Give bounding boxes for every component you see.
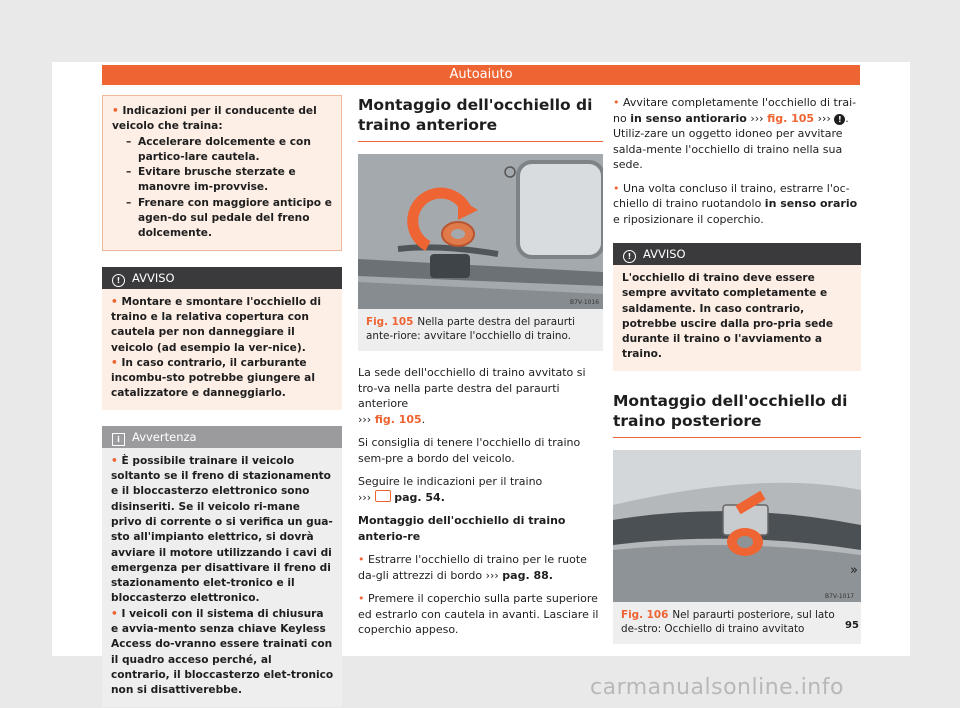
step-text: e riposizionare il coperchio. [613,212,764,226]
fig-105-link[interactable]: fig. 105 [767,111,815,125]
note-text: È possibile trainare il veicolo soltanto se il freno di stazionamento e il bloccasterzo elettronico sono disinseriti. Se il veicolo ri-mane privo di corrente o si verifica un gua-sto all'impianto elettrico, si dovrà avviare il motore utilizzando i cavi di emergenza per disattivare il freno di stazionamento elet-tronico e il bloccasterzo elettronico. [111,454,333,605]
bullet-icon: • [111,454,122,467]
ref-arrows: ››› [358,412,372,426]
paragraph-text: La sede dell'occhiello di traino avvitato si tro-va nella parte destra del paraurti anteriore [358,366,586,410]
column-right [613,95,861,644]
ref-arrows: ››› [817,111,831,125]
book-icon [375,490,391,502]
caption-text: Nella parte destra del paraurti ante-riore: avvitare l'occhiello di traino. [366,316,575,342]
step-text: Avvitare completamente l'occhiello di trai-no [613,96,857,125]
list-item: – Frenare con maggiore anticipo e agen-do sul pedale del freno dolcemente. [126,196,333,242]
bullet-icon: • [358,553,368,566]
info-icon: i [112,433,125,446]
watermark: carmanualsonline.info [590,675,844,700]
instructions-list [112,135,333,242]
section-heading: Montaggio dell'occhiello di traino anteriore [358,95,603,142]
figure-code: B7V-1017 [825,592,855,600]
figure-label: Fig. 106 [621,608,669,621]
warning-title: AVVISO [132,270,175,285]
section-header: Autoaiuto [102,65,860,85]
bullet-icon: • [613,96,623,109]
note-title: Avvertenza [132,429,197,444]
section-heading: Montaggio dell'occhiello di traino posteriore [613,391,861,438]
note-text: I veicoli con il sistema di chiusura e avvia-mento senza chiave Keyless Access do-vranno essere trainati con il quadro acceso perché, al contrario, il bloccasterzo elet-tronico non si disattiverebbe. [111,607,334,697]
fig-105-link[interactable]: fig. 105 [374,412,422,426]
paragraph-text: Si consiglia di tenere l'occhiello di traino sem-pre a bordo del veicolo. [358,436,581,465]
bullet-icon: • [358,592,368,605]
front-tow-eye-illustration [358,154,603,309]
step-text: . Utiliz-zare un oggetto idoneo per avvitare salda-mente l'occhiello di traino nella sua sede. [613,111,849,171]
figure-image [613,450,861,602]
continue-marker: » [850,563,858,578]
bullet-icon: • [111,607,122,620]
warning-text: Montare e smontare l'occhiello di traino e la relativa copertura con cautela per non danneggiare il veicolo (ad esempio la ver-nice). [111,295,322,354]
driver-instructions-box [102,95,342,251]
figure-105 [358,154,603,351]
step-text: Premere il coperchio sulla parte superiore ed estrarlo con cautela in avanti. Lasciare il coperchio appeso. [358,592,599,636]
instructions-intro: Indicazioni per il conducente del veicolo che traina: [112,105,317,133]
warning-text: L'occhiello di traino deve essere sempre avvitato completamente e saldamente. In caso contrario, potrebbe uscire dalla pro-pria sede durante il traino o l'avviamento a traino. [613,265,861,371]
note-box [102,426,342,707]
column-middle: Montaggio dell'occhiello di traino anteriore B7V-1016 Fig. 105 Nella parte destra del paraurti ante-riore: avvitare l'occhiello di traino. La sede dell'occhiello di traino avvitato si tro-va nella parte destra del paraurti anteriore ››› fig. 105. Si consiglia di tenere l'occhiello di traino sem-pre a bordo del veicolo. Seguire le indicazioni per il traino ››› pag. 54. Montaggio dell'occhiello di traino anterio-re • Estrarre l'occhiello di traino per le ruote da-gli attrezzi di bordo ››› pag. 88. • Premere il coperchio sulla parte superiore ed estrarlo con cautela in avanti. Lasciare il coperchio appeso. [358,95,603,646]
emphasis-text: in senso orario [764,197,858,210]
step-text: Una volta concluso il traino, estrarre l'oc-chiello di traino ruotandolo [613,181,850,210]
emphasis-text: in senso antiorario [630,111,747,125]
warning-box [613,243,861,371]
list-item: – Evitare brusche sterzate e manovre im-provvise. [126,165,333,196]
figure-caption [358,309,603,351]
figure-code: B7V-1016 [570,299,600,306]
warning-marker-icon: ! [834,114,845,125]
rear-tow-eye-illustration [613,450,861,602]
bullet-icon: • [613,181,623,195]
list-item: – Accelerare dolcemente e con partico-lare cautela. [126,135,333,166]
page-number: 95 [845,620,859,631]
warning-text: In caso contrario, il carburante incombu-sto potrebbe giungere al catalizzatore e danneggiarlo. [111,356,315,400]
warning-icon: ! [112,274,125,287]
figure-image [358,154,603,309]
figure-caption [613,602,861,644]
figure-label: Fig. 105 [366,316,414,328]
ref-arrows: ››› [358,490,372,504]
bullet-icon: • [111,295,122,308]
warning-icon: ! [623,250,636,263]
warning-box [102,267,342,410]
step-text: Estrarre l'occhiello di traino per le ruote da-gli attrezzi di bordo [358,553,587,582]
ref-arrows: ››› [750,111,764,125]
caption-text: Nel paraurti posteriore, sul lato de-stro: Occhiello di traino avvitato [621,608,835,635]
page-54-link[interactable]: pag. 54. [394,490,445,504]
paragraph-text: Seguire le indicazioni per il traino [358,475,543,488]
ref-arrows: ››› [485,568,499,582]
column-left [102,95,342,707]
page-88-link[interactable]: pag. 88. [502,568,553,582]
bullet-icon: • [111,356,122,369]
subheading: Montaggio dell'occhiello di traino anterio-re [358,514,566,543]
figure-106 [613,450,861,644]
warning-title: AVVISO [643,247,686,261]
bullet-icon: • [112,105,123,117]
